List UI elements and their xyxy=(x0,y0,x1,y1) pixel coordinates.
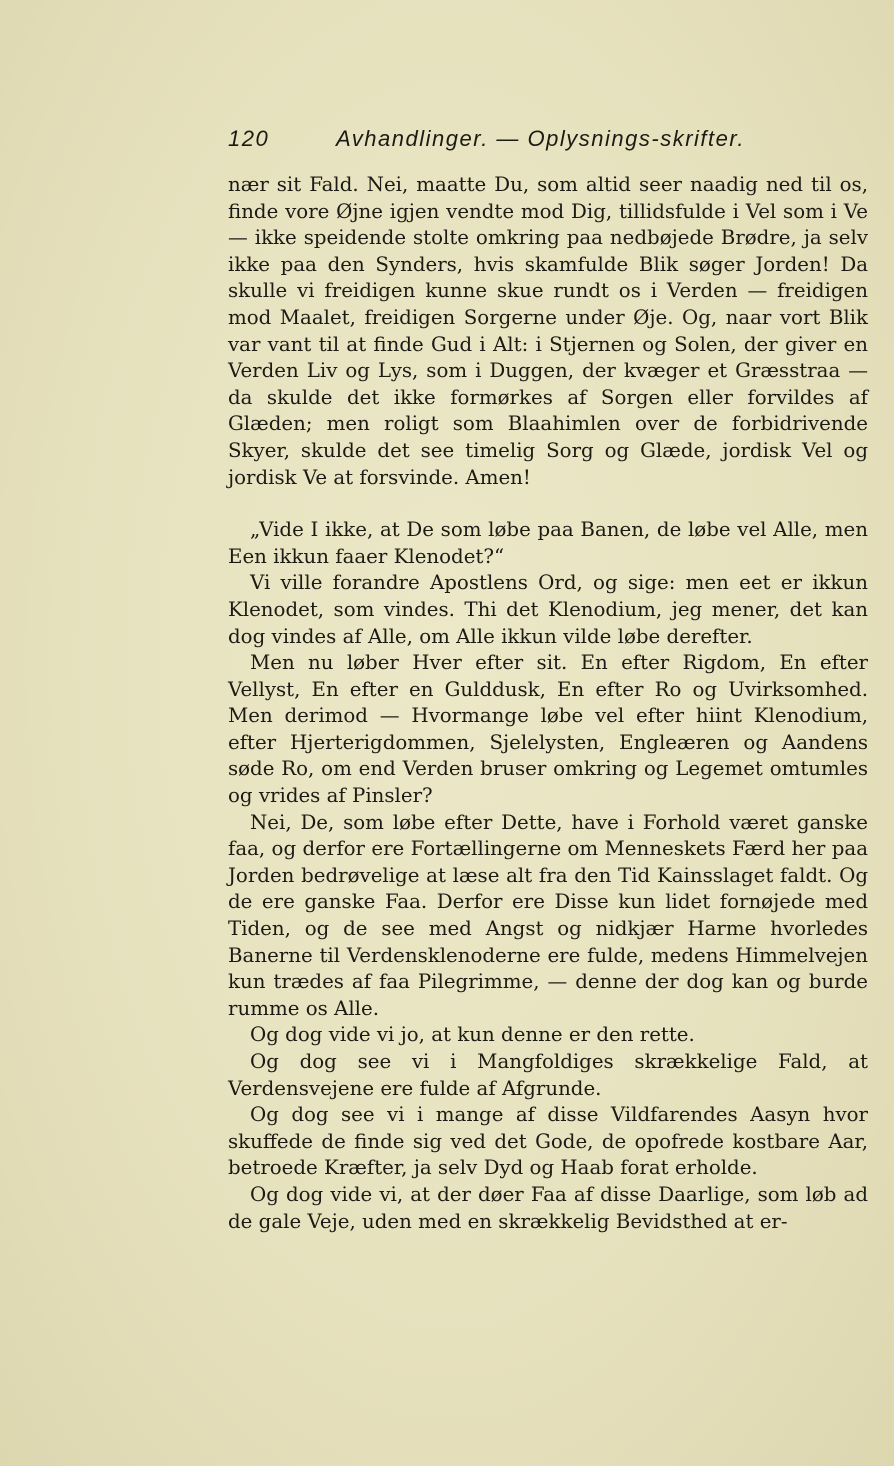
paragraph: Og dog see vi i Mangfoldiges skrækkelige Fald, at Verdensvejene ere fulde af Afgrunde. xyxy=(228,1050,868,1100)
paragraph: Og dog vide vi, at der døer Faa af disse Daarlige, som løb ad de gale Veje, uden med en skrækkelig Bevidsthed at er- xyxy=(228,1182,868,1233)
paragraph-quote: „Vide I ikke, at De som løbe paa Banen, de løbe vel Alle, men Een ikkun faaer Klenodet?“ xyxy=(228,518,868,568)
body-text xyxy=(228,172,868,1235)
paragraph: Og dog vide vi jo, at kun denne er den rette. xyxy=(250,1023,695,1047)
paragraph-prayer-ending: nær sit Fald. Nei, maatte Du, som altid seer naadig ned til os, finde vore Øjne igjen vendte mod Dig, tillidsfulde i Vel som i Ve — ikke speidende stolte omkring paa nedbøjede Brødre, ja selv ikke paa den Synders, hvis skamfulde Blik søger Jorden! Da skulle vi freidigen kunne skue rundt os i Verden — freidigen mod Maalet, freidigen Sorgerne under Øje. Og, naar vort Blik var vant til at finde Gud i Alt: i Stjernen og Solen, der giver en Verden Liv og Lys, som i Duggen, der kvæger et Græsstraa — da skulde det ikke formørkes af Sorgen eller forvildes af Glæden; men roligt som Blaahimlen over de forbidrivende Skyer, skulde det see timelig Sorg og Glæde, jordisk Vel og jordisk Ve at forsvinde. Amen! xyxy=(228,173,868,489)
running-head xyxy=(228,122,868,158)
paragraph: Nei, De, som løbe efter Dette, have i Forhold været ganske faa, og derfor ere Fortællingerne om Menneskets Færd her paa Jorden bedrøvelige at læse alt fra den Tid Kainsslaget faldt. Og de ere ganske Faa. Derfor ere Disse kun lidet fornøjede med Tiden, og de see med Angst og nidkjær Harme hvorledes Banerne til Verdensklenoderne ere fulde, medens Himmelvejen kun trædes af faa Pilegrimme, — denne der dog kan og burde rumme os Alle. xyxy=(228,810,868,1020)
running-title: Avhandlinger. — Oplysnings-skrifter. xyxy=(336,126,745,151)
paragraph: Men nu løber Hver efter sit. En efter Rigdom, En efter Vellyst, En efter en Gulddusk, En efter Ro og Uvirksomhed. Men derimod — Hvormange løbe vel efter hiint Klenodium, efter Hjerterigdommen, Sjelelysten, Engleæren og Aandens søde Ro, om end Verden bruser omkring og Legemet omtumles og vrides af Pinsler? xyxy=(228,651,868,808)
paragraph: Og dog see vi i mange af disse Vildfarendes Aasyn hvor skuffede de finde sig ved det Gode, de opofrede kostbare Aar, betroede Kræfter, ja selv Dyd og Haab forat erholde. xyxy=(228,1103,868,1180)
paragraph: Vi ville forandre Apostlens Ord, og sige: men eet er ikkun Klenodet, som vindes. Thi det Klenodium, jeg mener, det kan dog vindes af Alle, om Alle ikkun vilde løbe derefter. xyxy=(228,571,868,648)
page-number: 120 xyxy=(228,126,270,151)
